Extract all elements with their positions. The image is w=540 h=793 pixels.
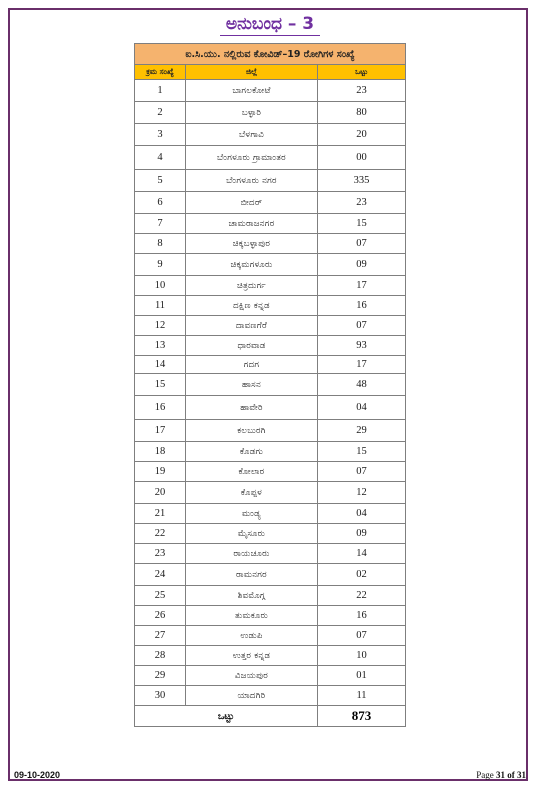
cell-total: 09 [318,254,406,276]
table-row [135,146,406,170]
total-label: ಒಟ್ಟು [135,706,318,727]
cell-district: ಬೆಂಗಳೂರು ಗ್ರಾಮಾಂತರ [186,146,318,170]
cell-district: ಬೀದರ್ [186,192,318,214]
cell-district: ಹಾಸನ [186,374,318,396]
cell-district: ಹಾವೇರಿ [186,396,318,420]
table-row [135,686,406,706]
cell-district: ಉಡುಪಿ [186,626,318,646]
footer-page-of: of [507,770,515,780]
cell-sl-no: 15 [135,374,186,396]
cell-total: 07 [318,316,406,336]
cell-sl-no: 26 [135,606,186,626]
cell-district: ಉತ್ತರ ಕನ್ನಡ [186,646,318,666]
cell-sl-no: 14 [135,356,186,374]
icu-patients-table [134,43,406,727]
footer-page-total: 31 [517,770,526,780]
cell-sl-no: 27 [135,626,186,646]
cell-total: 15 [318,442,406,462]
cell-sl-no: 12 [135,316,186,336]
table-row [135,234,406,254]
header-sl-no: ಕ್ರಮ ಸಂಖ್ಯೆ [135,65,186,80]
header-total: ಒಟ್ಟು [318,65,406,80]
cell-district: ಬೆಳಗಾವಿ [186,124,318,146]
table-row [135,646,406,666]
cell-total: 93 [318,336,406,356]
cell-district: ತುಮಕೂರು [186,606,318,626]
cell-sl-no: 1 [135,80,186,102]
cell-sl-no: 13 [135,336,186,356]
table-row [135,462,406,482]
cell-district: ಮೈಸೂರು [186,524,318,544]
cell-total: 02 [318,564,406,586]
cell-district: ಬೆಂಗಳೂರು ನಗರ [186,170,318,192]
cell-total: 00 [318,146,406,170]
cell-sl-no: 18 [135,442,186,462]
cell-sl-no: 30 [135,686,186,706]
table-row [135,336,406,356]
cell-total: 07 [318,462,406,482]
cell-district: ಬಾಗಲಕೋಟೆ [186,80,318,102]
cell-sl-no: 3 [135,124,186,146]
cell-total: 29 [318,420,406,442]
cell-district: ಕೊಪ್ಪಳ [186,482,318,504]
table-row [135,504,406,524]
table-row [135,606,406,626]
cell-sl-no: 6 [135,192,186,214]
cell-total: 14 [318,544,406,564]
table-row [135,276,406,296]
cell-district: ಧಾರವಾಡ [186,336,318,356]
cell-district: ರಾಯಚೂರು [186,544,318,564]
cell-sl-no: 29 [135,666,186,686]
cell-total: 04 [318,396,406,420]
cell-sl-no: 8 [135,234,186,254]
cell-sl-no: 4 [135,146,186,170]
cell-district: ಯಾದಗಿರಿ [186,686,318,706]
cell-sl-no: 5 [135,170,186,192]
table-row [135,482,406,504]
table-row [135,420,406,442]
footer-page-number [476,770,526,780]
cell-sl-no: 7 [135,214,186,234]
cell-total: 48 [318,374,406,396]
cell-sl-no: 10 [135,276,186,296]
cell-district: ಕೋಲಾರ [186,462,318,482]
cell-total: 20 [318,124,406,146]
annex-title [0,14,540,34]
cell-district: ಕೊಡಗು [186,442,318,462]
table-row [135,564,406,586]
cell-total: 23 [318,80,406,102]
total-value: 873 [318,706,406,727]
table-header-row [135,65,406,80]
table-row [135,254,406,276]
cell-district: ಚಿಕ್ಕಮಗಳೂರು [186,254,318,276]
cell-total: 16 [318,296,406,316]
cell-sl-no: 11 [135,296,186,316]
cell-sl-no: 2 [135,102,186,124]
cell-total: 23 [318,192,406,214]
table-row [135,170,406,192]
footer-page-current: 31 [496,770,505,780]
cell-total: 17 [318,356,406,374]
cell-district: ಮಂಡ್ಯ [186,504,318,524]
cell-sl-no: 16 [135,396,186,420]
cell-total: 22 [318,586,406,606]
cell-sl-no: 20 [135,482,186,504]
table-row [135,442,406,462]
cell-district: ಶಿವಮೊಗ್ಗ [186,586,318,606]
table-row [135,666,406,686]
cell-sl-no: 19 [135,462,186,482]
table-row [135,524,406,544]
table-row [135,214,406,234]
cell-total: 12 [318,482,406,504]
cell-total: 07 [318,234,406,254]
footer-page-word: Page [476,770,494,780]
table-row [135,586,406,606]
cell-total: 09 [318,524,406,544]
cell-total: 07 [318,626,406,646]
table-total-row [135,706,406,727]
cell-district: ಚಿಕ್ಕಬಳ್ಳಾಪುರ [186,234,318,254]
cell-district: ಚಿತ್ರದುರ್ಗ [186,276,318,296]
table-row [135,396,406,420]
cell-total: 80 [318,102,406,124]
table-row [135,296,406,316]
cell-total: 04 [318,504,406,524]
cell-district: ವಿಜಯಪುರ [186,666,318,686]
cell-district: ಚಾಮರಾಜನಗರ [186,214,318,234]
cell-sl-no: 28 [135,646,186,666]
cell-total: 15 [318,214,406,234]
cell-district: ದಾವಣಗೆರೆ [186,316,318,336]
cell-total: 10 [318,646,406,666]
header-district: ಜಿಲ್ಲೆ [186,65,318,80]
cell-district: ಗದಗ [186,356,318,374]
cell-total: 17 [318,276,406,296]
table-row [135,102,406,124]
table-row [135,356,406,374]
table-row [135,626,406,646]
table-row [135,124,406,146]
cell-district: ರಾಮನಗರ [186,564,318,586]
cell-sl-no: 9 [135,254,186,276]
cell-sl-no: 21 [135,504,186,524]
cell-sl-no: 23 [135,544,186,564]
cell-total: 01 [318,666,406,686]
table-caption-row [135,44,406,65]
cell-district: ದಕ್ಷಿಣ ಕನ್ನಡ [186,296,318,316]
cell-sl-no: 22 [135,524,186,544]
table-row [135,316,406,336]
footer-date: 09-10-2020 [14,770,61,780]
table-row [135,80,406,102]
cell-district: ಬಳ್ಳಾರಿ [186,102,318,124]
table-row [135,544,406,564]
cell-sl-no: 25 [135,586,186,606]
annex-title-text: ಅನುಬಂಧ – 3 [220,14,320,36]
cell-total: 335 [318,170,406,192]
cell-total: 11 [318,686,406,706]
table-row [135,192,406,214]
cell-district: ಕಲಬುರಗಿ [186,420,318,442]
cell-total: 16 [318,606,406,626]
cell-sl-no: 17 [135,420,186,442]
cell-sl-no: 24 [135,564,186,586]
table-row [135,374,406,396]
table-caption: ಐ.ಸಿ.ಯು. ನಲ್ಲಿರುವ ಕೋವಿಡ್–19 ರೋಗಿಗಳ ಸಂಖ್ಯೆ [135,44,406,65]
